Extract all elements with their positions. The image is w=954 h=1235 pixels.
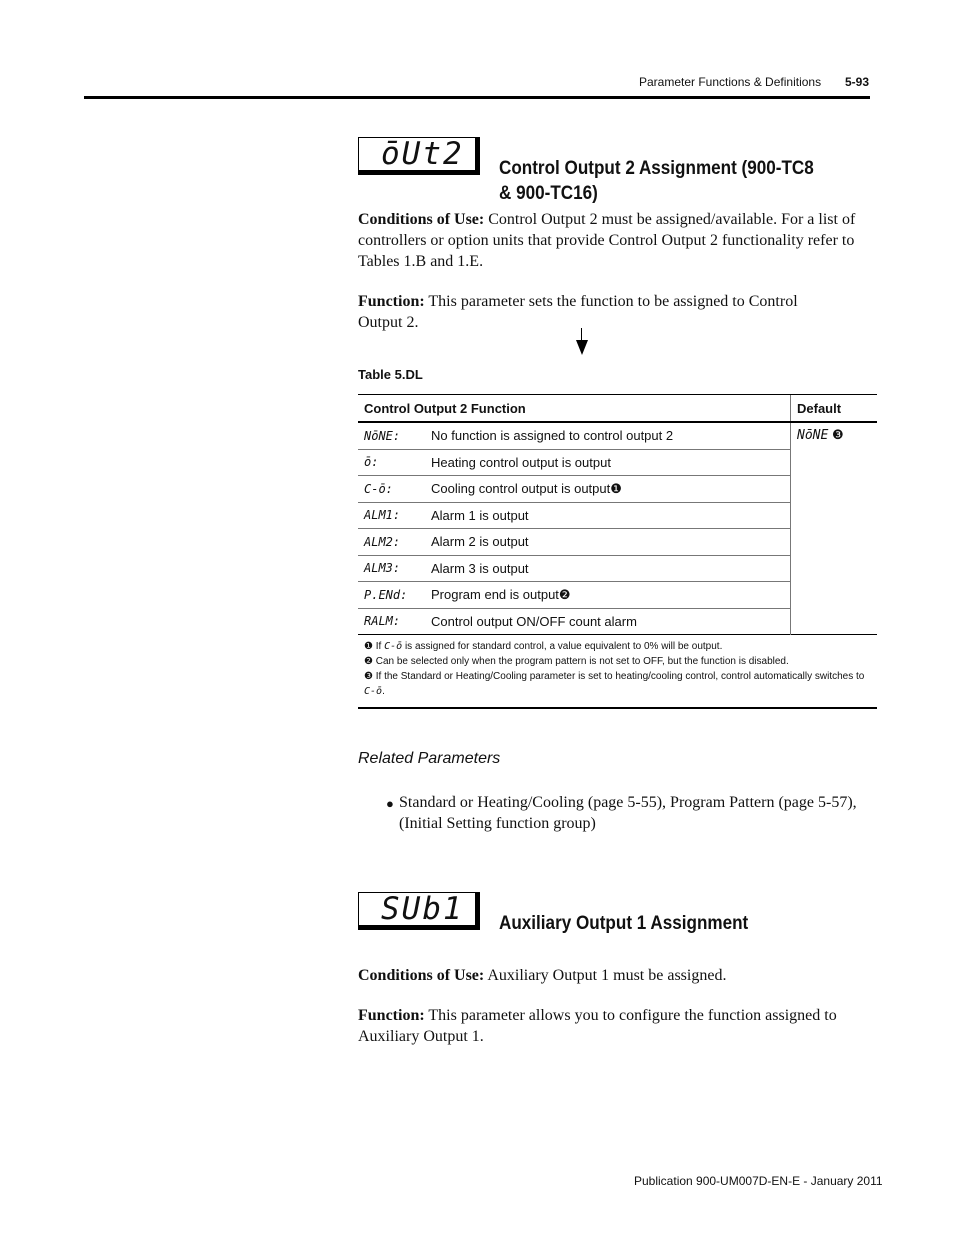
conditions-label: Conditions of Use: — [358, 967, 485, 984]
row-code: C-ō: — [358, 476, 425, 503]
function-paragraph — [358, 291, 828, 333]
note-1-code: C-ō — [384, 641, 403, 652]
lcd-code: ōUt2 — [381, 136, 464, 172]
row-code: RALM: — [364, 614, 401, 629]
conditions-paragraph — [358, 209, 878, 272]
function-text: This parameter sets the function to be assigned to Control Output 2. — [358, 293, 798, 331]
table-header-row — [358, 395, 877, 423]
row-code: P.ENd: — [358, 582, 425, 609]
table-row — [358, 422, 877, 449]
bullet-icon: ● — [386, 796, 394, 811]
page-number: 5-93 — [845, 75, 870, 89]
note-1: ❶ If C-ō is assigned for standard control, a value equivalent to 0% will be output. — [364, 641, 723, 652]
row-code: ALM1: — [358, 502, 425, 529]
conditions-text: Control Output 2 must be assigned/available. For a list of controllers or option units that provide Control Output 2 functionality refer to Tables 1.B and 1.E. — [358, 211, 856, 270]
default-value: NōNE — [797, 428, 829, 443]
note-3: ❸ If the Standard or Heating/Cooling parameter is set to heating/cooling control, control automatically switches to C-ō. — [364, 671, 865, 697]
note-2: ❷ Can be selected only when the program pattern is not set to OFF, but the function is disabled. — [364, 656, 789, 667]
col-header-default: Default — [791, 395, 878, 423]
table-notes — [358, 635, 877, 709]
row-code: NōNE: — [358, 422, 425, 449]
table-label: Table 5.DL — [358, 367, 423, 382]
related-parameters-item: Standard or Heating/Cooling (page 5-55), Program Pattern (page 5-57), (Initial Setting function group) — [399, 794, 857, 832]
lcd-display-sub1 — [358, 892, 480, 930]
function-text: This parameter allows you to configure the function assigned to Auxiliary Output 1. — [358, 1007, 837, 1045]
section-title-auxiliary-output-1: Auxiliary Output 1 Assignment — [499, 913, 749, 934]
conditions-text: Auxiliary Output 1 must be assigned. — [487, 967, 727, 984]
related-parameters-heading: Related Parameters — [358, 750, 501, 767]
conditions-paragraph-2 — [358, 965, 878, 986]
section-title-control-output-2: Control Output 2 Assignment (900-TC8 & 900-TC16) — [499, 158, 814, 204]
row-desc: No function is assigned to control output 2 — [425, 422, 791, 449]
publication-footer: Publication 900-UM007D-EN-E - January 2011 — [634, 1174, 883, 1188]
table-notes-row — [358, 635, 877, 709]
row-desc: Alarm 1 is output — [425, 502, 791, 529]
default-note-marker: ❸ — [831, 427, 844, 442]
col-header-function: Control Output 2 Function — [358, 395, 791, 423]
default-cell — [791, 422, 878, 635]
down-arrow-icon — [576, 340, 588, 355]
lcd-code: SUb1 — [381, 891, 464, 927]
row-code: ALM2: — [358, 529, 425, 556]
control-output-2-table — [358, 394, 877, 709]
row-desc: Program end is output❷ — [425, 582, 791, 609]
row-desc: Heating control output is output — [425, 449, 791, 476]
note-3-code: C-ō — [364, 686, 383, 697]
running-header-title: Parameter Functions & Definitions — [639, 75, 822, 89]
row-desc: Alarm 3 is output — [425, 555, 791, 582]
lcd-display-out2 — [358, 137, 480, 175]
function-paragraph-2 — [358, 1005, 878, 1047]
conditions-label: Conditions of Use: — [358, 211, 485, 228]
row-code: ALM3: — [358, 555, 425, 582]
row-desc: Cooling control output is output❶ — [425, 476, 791, 503]
header-rule — [84, 96, 870, 99]
function-label: Function: — [358, 293, 425, 310]
row-code: ō: — [358, 449, 425, 476]
row-desc: Alarm 2 is output — [425, 529, 791, 556]
row-desc: Control output ON/OFF count alarm — [431, 613, 637, 629]
function-label: Function: — [358, 1007, 425, 1024]
